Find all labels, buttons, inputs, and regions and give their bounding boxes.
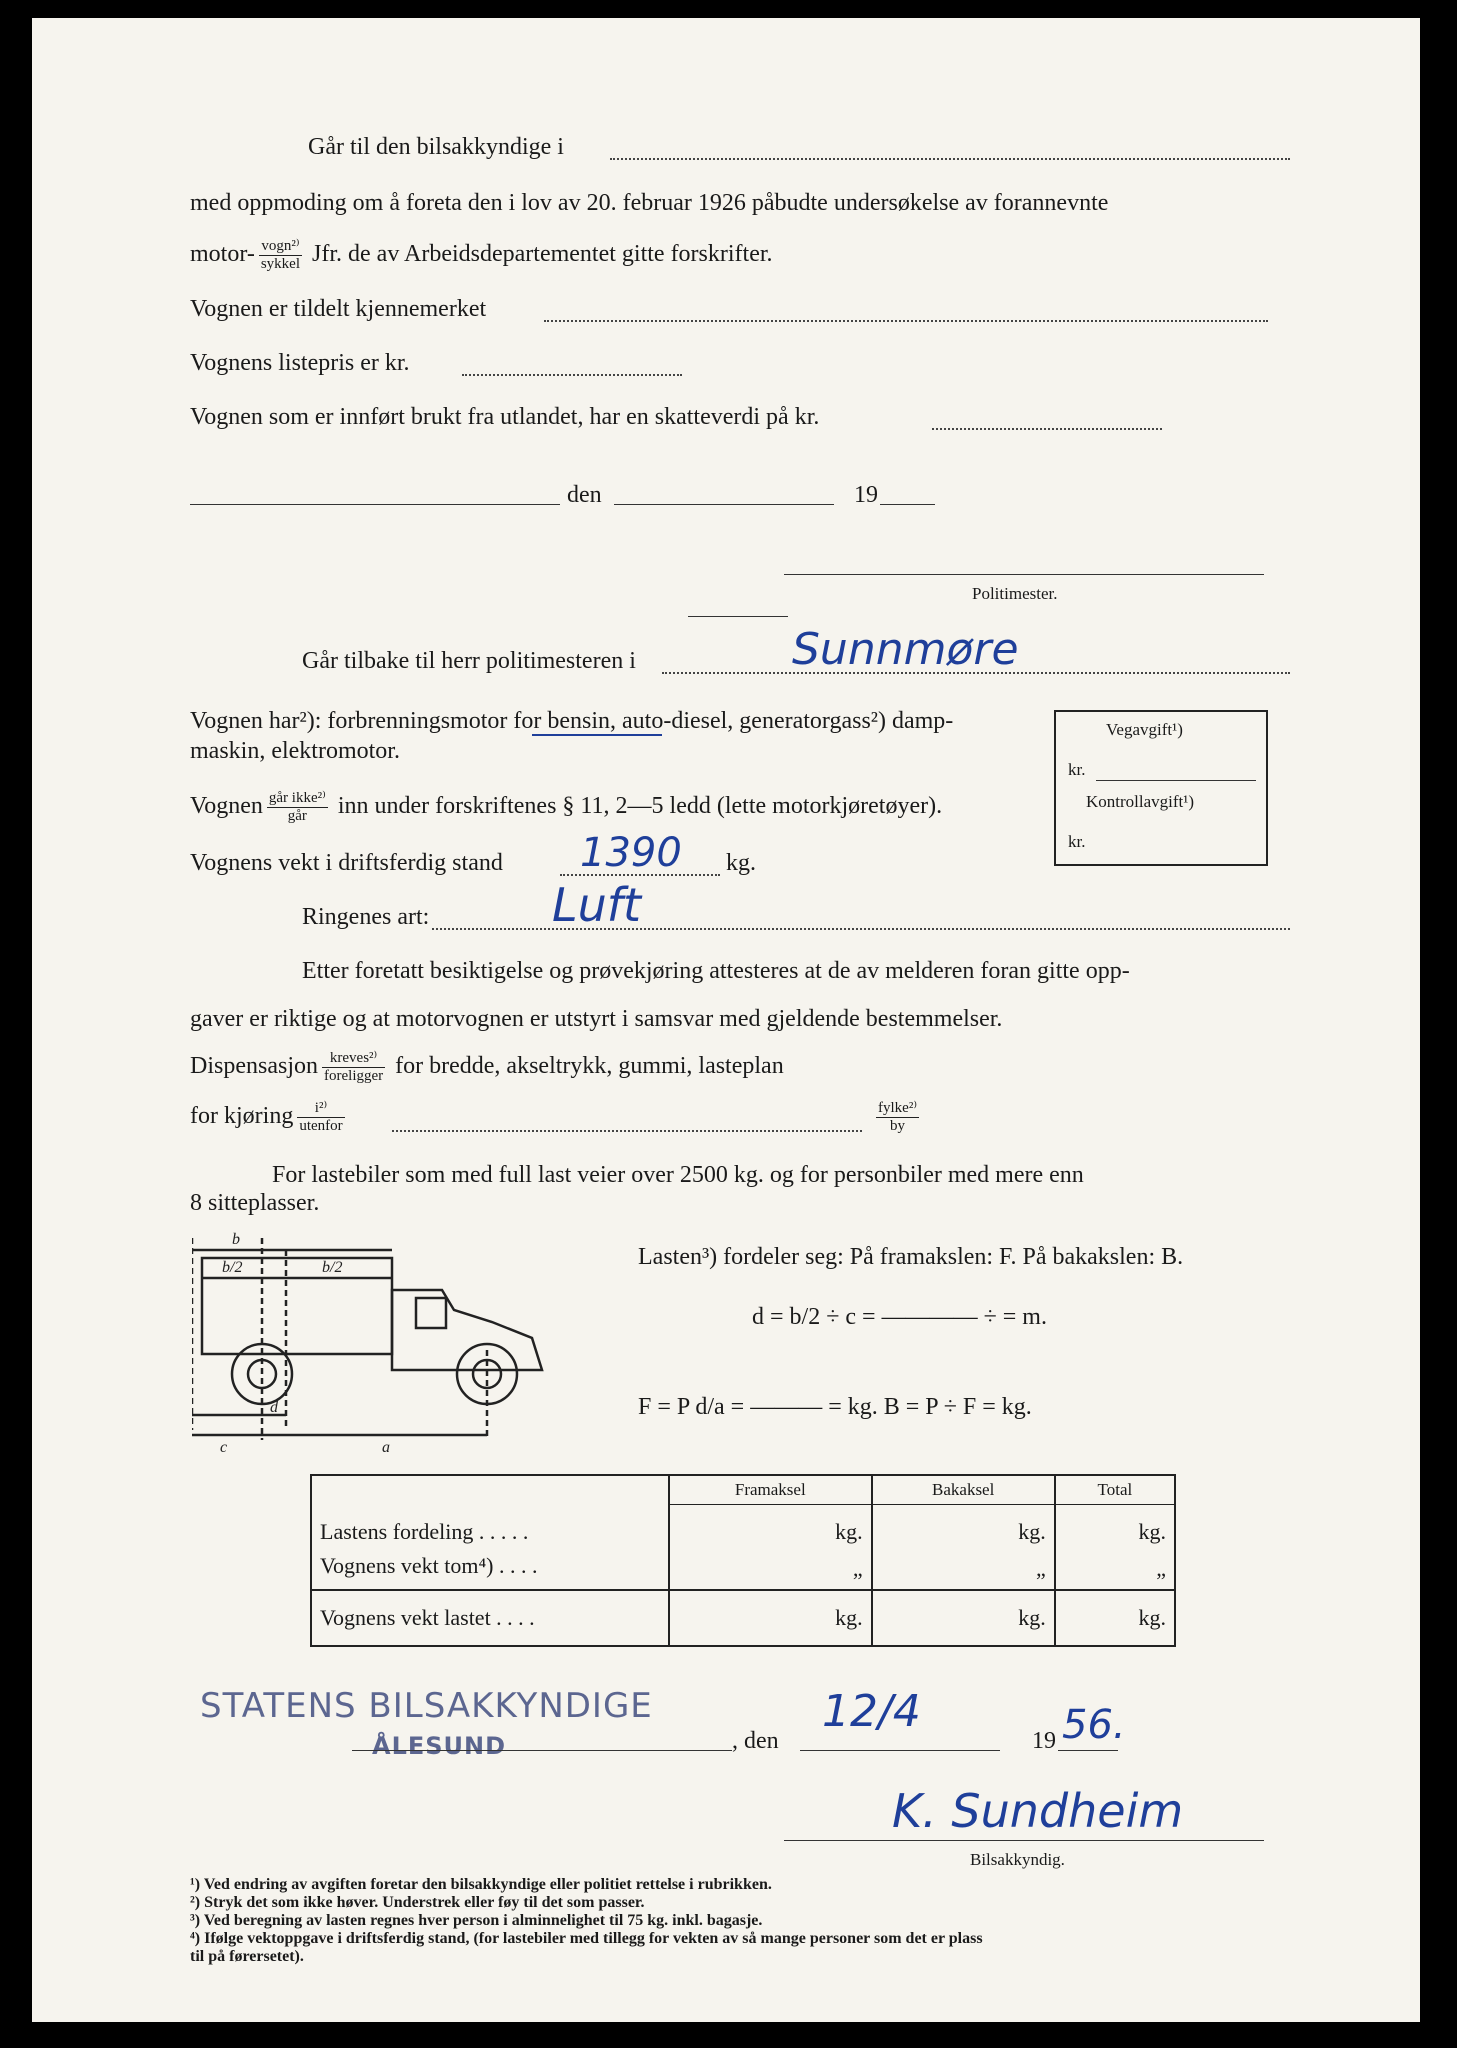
kjoring-word: for kjøring	[190, 1103, 294, 1130]
row-label: Vognens vekt lastet . . . .	[311, 1590, 669, 1646]
i-utenfor-fraction	[297, 1100, 344, 1135]
frac-den: utenfor	[299, 1118, 343, 1134]
frac-den: by	[890, 1118, 905, 1134]
formula-f: F = P d/a = ——— = kg. B = P ÷ F = kg.	[638, 1394, 1032, 1420]
kjennemerke-field[interactable]	[544, 320, 1268, 322]
year-19: 19	[854, 482, 878, 508]
frac-den: sykkel	[260, 256, 301, 272]
handwritten-luft: Luft	[552, 878, 642, 932]
bilsakkyndig-place-field[interactable]	[610, 158, 1290, 160]
label-b2-right: b/2	[322, 1259, 343, 1276]
table-cell[interactable]: „	[1055, 1549, 1175, 1590]
handwritten-vekt: 1390	[580, 830, 682, 876]
motor-prefix: motor-	[190, 241, 255, 268]
underline-bensin	[532, 734, 662, 736]
header-line2: med oppmoding om å foreta den i lov av 20. februar 1926 påbudte undersøkelse av forannevnte	[190, 190, 1109, 216]
bilsakkyndig-label: Bilsakkyndig.	[970, 1850, 1065, 1869]
row-label: Vognens vekt tom⁴) . . . .	[320, 1553, 538, 1578]
year-line[interactable]	[880, 504, 935, 505]
place-line[interactable]	[190, 504, 560, 505]
handwritten-sunnmore: Sunnmøre	[792, 624, 1019, 675]
table-cell[interactable]: kg.	[872, 1505, 1055, 1550]
table-cell[interactable]: kg.	[669, 1590, 872, 1646]
bilsakkyndig-signature-line[interactable]	[784, 1840, 1264, 1841]
frac-num: går ikke²⁾	[268, 790, 326, 806]
fylke-by	[872, 1100, 923, 1135]
frac-num: vogn²⁾	[259, 238, 302, 256]
footnote-4: ⁴) Ifølge vektoppgave i driftsferdig stand, (for lastebiler med tillegg for vekten av så mange personer som det er plass	[190, 1930, 983, 1947]
header-total: Total	[1055, 1475, 1175, 1505]
forskrift-line	[190, 790, 942, 825]
sig-year-line[interactable]	[1058, 1750, 1118, 1751]
dispensasjon-line	[190, 1050, 784, 1085]
vegavgift-field[interactable]	[1096, 780, 1256, 781]
label-c: c	[220, 1439, 228, 1456]
vogn-sykkel-fraction	[259, 238, 302, 273]
row-label: Lastens fordeling . . . . .	[320, 1518, 529, 1544]
handwritten-year: 56.	[1062, 1702, 1126, 1748]
table-row	[311, 1590, 1175, 1646]
kjennemerke-label: Vognen er tildelt kjennemerket	[190, 296, 487, 322]
return-label: Går tilbake til herr politimesteren i	[302, 648, 636, 674]
handwritten-date: 12/4	[822, 1686, 921, 1737]
jfr-text: Jfr. de av Arbeidsdepartementet gitte forskrifter.	[312, 241, 773, 268]
date-line[interactable]	[614, 504, 834, 505]
table-cell[interactable]: kg.	[872, 1590, 1055, 1646]
footnote-2: ²) Stryk det som ikke høver. Understrek eller føy til det som passer.	[190, 1894, 645, 1911]
fee-box	[1054, 710, 1268, 866]
skatteverdi-field[interactable]	[932, 428, 1162, 430]
stamp-line[interactable]	[352, 1750, 732, 1751]
separator-rule	[688, 616, 788, 617]
header-line3	[190, 238, 773, 273]
frac-num: i²⁾	[297, 1100, 344, 1118]
listepris-field[interactable]	[462, 374, 682, 376]
header-line1: Går til den bilsakkyndige i	[308, 134, 564, 160]
stamp-alesund: ÅLESUND	[372, 1732, 507, 1760]
header-bakaksel: Bakaksel	[872, 1475, 1055, 1505]
kr-label-2: kr.	[1068, 832, 1086, 851]
fylke-fraction	[876, 1100, 919, 1135]
frac-den: går	[287, 808, 307, 824]
vekt-unit: kg.	[726, 850, 756, 876]
kr-label-1: kr.	[1068, 760, 1086, 779]
table-header-row	[311, 1475, 1175, 1505]
politimester-label: Politimester.	[972, 584, 1058, 603]
formula-d: d = b/2 ÷ c = ———— ÷ = m.	[752, 1304, 1047, 1330]
table-row	[311, 1549, 1175, 1590]
truck-cab	[392, 1290, 542, 1370]
frac-den: foreligger	[324, 1068, 384, 1084]
table-cell[interactable]: kg.	[1055, 1590, 1175, 1646]
den-label: den	[567, 482, 602, 508]
stamp-statens-bilsakkyndige: STATENS BILSAKKYNDIGE	[200, 1686, 653, 1726]
table-cell[interactable]: kg.	[669, 1505, 872, 1550]
dispensasjon-word: Dispensasjon	[190, 1053, 318, 1080]
table-cell[interactable]: „	[669, 1549, 872, 1590]
lastebiler-line1: For lastebiler som med full last veier over 2500 kg. og for personbiler med mere enn	[272, 1162, 1084, 1188]
attest-line2: gaver er riktige og at motorvognen er utstyrt i samsvar med gjeldende bestemmelser.	[190, 1006, 1003, 1032]
footnote-3: ³) Ved beregning av lasten regnes hver person i alminnelighet til 75 kg. inkl. bagasje.	[190, 1912, 763, 1929]
label-b: b	[232, 1231, 240, 1248]
form-page	[32, 18, 1420, 2022]
engine-line2: maskin, elektromotor.	[190, 738, 400, 764]
vognen-word: Vognen	[190, 793, 263, 820]
lasten-text: Lasten³) fordeler seg: På framakslen: F. På bakakslen: B.	[638, 1244, 1184, 1270]
gar-fraction	[267, 790, 328, 825]
label-d: d	[270, 1399, 278, 1416]
forskrift-text: inn under forskriftenes § 11, 2—5 ledd (lette motorkjøretøyer).	[337, 793, 943, 820]
table-cell[interactable]: kg.	[1055, 1505, 1175, 1550]
listepris-label: Vognens listepris er kr.	[190, 350, 410, 376]
ringer-label: Ringenes art:	[302, 904, 430, 930]
kjoring-field[interactable]	[392, 1130, 862, 1132]
vekt-label: Vognens vekt i driftsferdig stand	[190, 850, 503, 876]
truck-diagram	[192, 1230, 592, 1460]
frac-num: fylke²⁾	[878, 1100, 918, 1116]
load-table	[310, 1474, 1176, 1647]
header-framaksel: Framaksel	[669, 1475, 872, 1505]
lastebiler-line2: 8 sitteplasser.	[190, 1190, 320, 1216]
footnote-4-cont: til på førersetet).	[190, 1948, 304, 1965]
kjoring-line	[190, 1100, 349, 1135]
attest-line1: Etter foretatt besiktigelse og prøvekjøring attesteres at de av melderen foran gitte opp-	[302, 958, 1130, 984]
engine-line1: Vognen har²): forbrenningsmotor for bensin, auto-diesel, generatorgass²) damp-	[190, 708, 954, 734]
footnote-1: ¹) Ved endring av avgiften foretar den bilsakkyndige eller politiet rettelse i rubrikken.	[190, 1876, 772, 1893]
frac-num: kreves²⁾	[322, 1050, 385, 1068]
sig-date-line[interactable]	[800, 1750, 1000, 1751]
table-cell[interactable]: „	[872, 1549, 1055, 1590]
kontrollavgift-label: Kontrollavgift¹)	[1086, 792, 1195, 811]
sig-den: , den	[732, 1728, 779, 1754]
handwritten-signature: K. Sundheim	[892, 1784, 1184, 1838]
vegavgift-label: Vegavgift¹)	[1106, 720, 1183, 739]
politimester-signature-line[interactable]	[784, 574, 1264, 575]
table-row	[311, 1505, 1175, 1550]
sig-year-19: 19	[1032, 1728, 1056, 1754]
kreves-fraction	[322, 1050, 385, 1085]
label-a: a	[382, 1439, 390, 1456]
dispensasjon-text: for bredde, akseltrykk, gummi, lasteplan	[395, 1053, 784, 1080]
skatteverdi-label: Vognen som er innført brukt fra utlandet, har en skatteverdi på kr.	[190, 404, 820, 430]
label-b2-left: b/2	[222, 1259, 243, 1276]
